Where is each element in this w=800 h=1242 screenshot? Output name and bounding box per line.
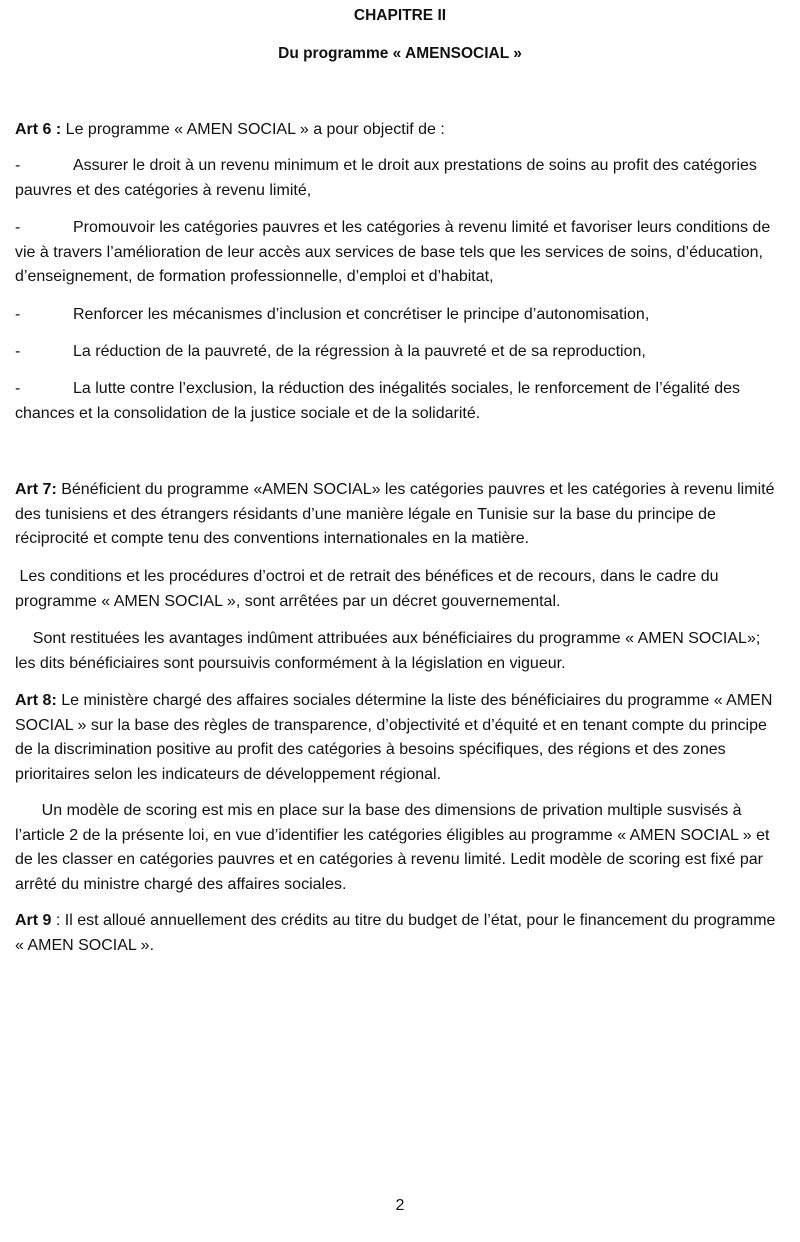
art7-paragraph-3: Sont restituées les avantages indûment attribuées aux bénéficiaires du programme « AMEN SOCIAL»; les dits bénéficiaires sont poursuivis conformément à la législation en vigueur.	[15, 630, 765, 672]
art7-paragraph-2: Les conditions et les procédures d’octroi et de retrait des bénéfices et de recours, dans le cadre du programme « AMEN SOCIAL », sont arrêtées par un décret gouvernemental.	[15, 568, 723, 610]
bullet-text: Assurer le droit à un revenu minimum et le droit aux prestations de soins au profit des catégories pauvres et des catégories à revenu limité,	[15, 157, 757, 199]
bullet-text: Renforcer les mécanismes d’inclusion et concrétiser le principe d’autonomisation,	[73, 306, 650, 323]
page-number: 2	[395, 1197, 405, 1214]
bullet-text: Promouvoir les catégories pauvres et les catégories à revenu limité et favoriser leurs conditions de vie à travers l’amélioration de leur accès aux services de base tels que les services de soins, d’éducation, d’enseignement, de formation professionnelle, d’emploi et d’habitat,	[15, 219, 771, 285]
art6-intro-text: Le programme « AMEN SOCIAL » a pour objectif de :	[61, 121, 445, 138]
bullet-dash: -	[15, 219, 21, 236]
bullet-text: La réduction de la pauvreté, de la régression à la pauvreté et de sa reproduction,	[73, 343, 646, 360]
art7-paragraph-1	[15, 478, 785, 552]
art8-paragraph-1	[15, 689, 785, 787]
art6-bullet-5	[15, 377, 785, 426]
art6-intro	[15, 118, 785, 143]
art6-bullet-1	[15, 154, 785, 203]
bullet-dash: -	[15, 343, 21, 360]
bullet-text: La lutte contre l’exclusion, la réduction des inégalités sociales, le renforcement de l’égalité des chances et la consolidation de la justice sociale et de la solidarité.	[15, 380, 741, 422]
art6-label: Art 6 :	[15, 121, 62, 138]
art6-bullet-4	[15, 340, 785, 365]
art9-p1-text: : Il est alloué annuellement des crédits au titre du budget de l’état, pour le financement du programme « AMEN SOCIAL ».	[15, 912, 776, 954]
art8-p1-text: Le ministère chargé des affaires sociales détermine la liste des bénéficiaires du programme « AMEN SOCIAL » sur la base des règles de transparence, d’objectivité et d’équité et en tenant compte du principe de la discrimination positive au profit des catégories à besoins spécifiques, des régions et des zones prioritaires selon les indicateurs de développement régional.	[15, 692, 773, 783]
art8-label: Art 8:	[15, 692, 57, 709]
art6-bullet-2	[15, 216, 785, 290]
bullet-dash: -	[15, 306, 21, 323]
bullet-dash: -	[15, 157, 21, 174]
chapter-title: CHAPITRE II	[353, 7, 447, 24]
art7-label: Art 7:	[15, 481, 57, 498]
art9-label: Art 9	[15, 912, 52, 929]
chapter-subtitle: Du programme « AMENSOCIAL »	[278, 45, 522, 62]
art6-bullet-3	[15, 303, 785, 328]
art9-paragraph	[15, 909, 785, 958]
bullet-dash: -	[15, 380, 21, 397]
art8-paragraph-2: Un modèle de scoring est mis en place sur la base des dimensions de privation multiple susvisés à l’article 2 de la présente loi, en vue d’identifier les catégories éligibles au programme « AMEN SOCIAL » et de les classer en catégories pauvres et en catégories à revenu limité. Ledit modèle de scoring est fixé par arrêté du ministre chargé des affaires sociales.	[15, 802, 774, 893]
art7-p1-text: Bénéficient du programme «AMEN SOCIAL» les catégories pauvres et les catégories à revenu limité des tunisiens et des étrangers résidants d’une manière légale en Tunisie sur la base du principe de réciprocité et compte tenu des conventions internationales en la matière.	[15, 481, 775, 547]
